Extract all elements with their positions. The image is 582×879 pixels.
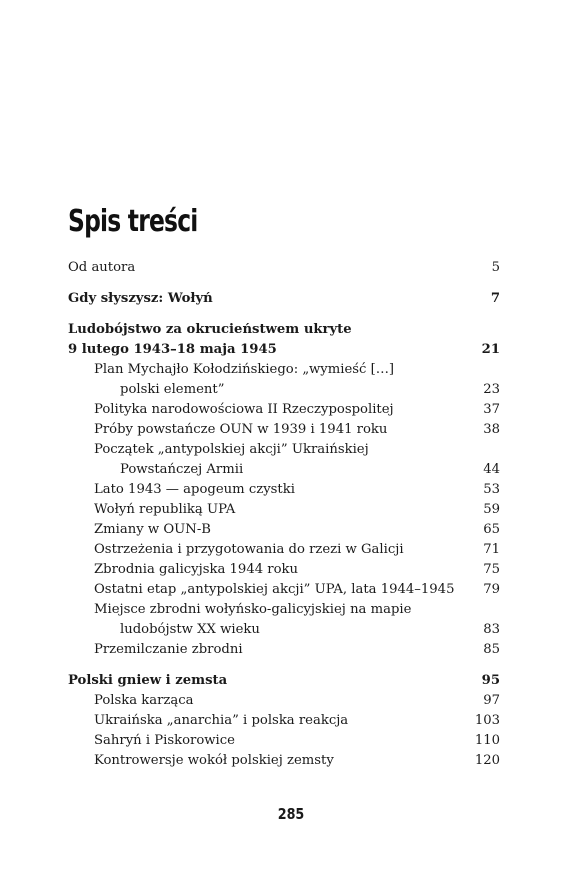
toc-entry [68, 520, 500, 540]
toc-chapter-continuation [68, 340, 500, 360]
toc-entry [68, 420, 500, 440]
toc-entry-page: 120 [474, 753, 500, 768]
toc-entry-label: Ostatni etap „antypolskiej akcji” UPA, lata 1944–1945 [94, 582, 455, 597]
toc-entry-continuation [68, 380, 500, 400]
toc-entry-page: 103 [474, 713, 500, 728]
toc-entry-label: Plan Mychajło Kołodzińskiego: „wymieść […] [94, 362, 395, 377]
toc-entry-page: 110 [474, 733, 500, 748]
page-number: 285 [277, 805, 305, 823]
toc-entry-label: ludobójstw XX wieku [120, 622, 260, 637]
toc-entry-label: Wołyń republiką UPA [94, 502, 236, 517]
toc-entry-page: 83 [483, 622, 500, 637]
toc-chapter-label: 9 lutego 1943–18 maja 1945 [68, 342, 277, 357]
toc-entry [68, 600, 500, 620]
toc-chapter-label: Gdy słyszysz: Wołyń [68, 291, 213, 306]
toc-entry [68, 580, 500, 600]
toc-entry [68, 540, 500, 560]
toc-entry-label: Początek „antypolskiej akcji” Ukraińskiej [94, 442, 369, 457]
toc-entry-page: 65 [483, 522, 500, 537]
toc-chapter-page: 21 [481, 342, 500, 357]
toc-chapter-label: Ludobójstwo za okrucieństwem ukryte [68, 322, 352, 337]
toc-entry [68, 400, 500, 420]
toc-entry-label: Polityka narodowościowa II Rzeczypospolitej [94, 402, 394, 417]
toc-chapter-label: Polski gniew i zemsta [68, 673, 228, 688]
toc-entry-page: 5 [491, 260, 500, 275]
toc-entry-page: 38 [483, 422, 500, 437]
toc-entry [68, 440, 500, 460]
toc-entry-label: Próby powstańcze OUN w 1939 i 1941 roku [94, 422, 388, 437]
toc-entry-label: Ukraińska „anarchia” i polska reakcja [94, 713, 349, 728]
toc-entry-label: Lato 1943 — apogeum czystki [94, 482, 295, 497]
toc-entry-label: Od autora [68, 260, 136, 275]
toc-entry-label: Zbrodnia galicyjska 1944 roku [94, 562, 299, 577]
toc-chapter [68, 289, 500, 309]
toc-chapter [68, 320, 500, 340]
toc-entry-label: Powstańczej Armii [120, 462, 244, 477]
toc-entry-label: Zmiany w OUN-B [94, 522, 211, 537]
toc-entry-page: 37 [483, 402, 500, 417]
toc-entry-label: Przemilczanie zbrodni [94, 642, 243, 657]
toc-entry-page: 59 [483, 502, 500, 517]
toc-entry [68, 480, 500, 500]
section-gap [68, 660, 500, 671]
toc-entry-page: 23 [483, 382, 500, 397]
table-of-contents [68, 258, 500, 771]
toc-chapter [68, 671, 500, 691]
toc-entry-page: 85 [483, 642, 500, 657]
toc-entry-label: polski element” [120, 382, 225, 397]
toc-entry-page: 97 [483, 693, 500, 708]
toc-entry [68, 258, 500, 278]
toc-chapter-page: 7 [490, 291, 500, 306]
toc-entry [68, 360, 500, 380]
toc-entry [68, 560, 500, 580]
toc-entry-label: Polska karząca [94, 693, 194, 708]
toc-entry-page: 75 [483, 562, 500, 577]
section-gap [68, 309, 500, 320]
toc-entry [68, 751, 500, 771]
toc-entry-continuation [68, 460, 500, 480]
toc-entry [68, 691, 500, 711]
toc-entry-page: 79 [483, 582, 500, 597]
page-title: Spis treści [68, 204, 198, 239]
toc-entry-label: Sahryń i Piskorowice [94, 733, 235, 748]
toc-entry-page: 53 [483, 482, 500, 497]
section-gap [68, 278, 500, 289]
toc-entry-page: 44 [483, 462, 500, 477]
toc-entry [68, 731, 500, 751]
toc-entry [68, 711, 500, 731]
toc-entry [68, 640, 500, 660]
toc-entry [68, 500, 500, 520]
toc-entry-page: 71 [483, 542, 500, 557]
toc-entry-continuation [68, 620, 500, 640]
toc-chapter-page: 95 [481, 673, 500, 688]
toc-entry-label: Miejsce zbrodni wołyńsko-galicyjskiej na mapie [94, 602, 412, 617]
toc-entry-label: Kontrowersje wokół polskiej zemsty [94, 753, 334, 768]
toc-entry-label: Ostrzeżenia i przygotowania do rzezi w Galicji [94, 542, 404, 557]
